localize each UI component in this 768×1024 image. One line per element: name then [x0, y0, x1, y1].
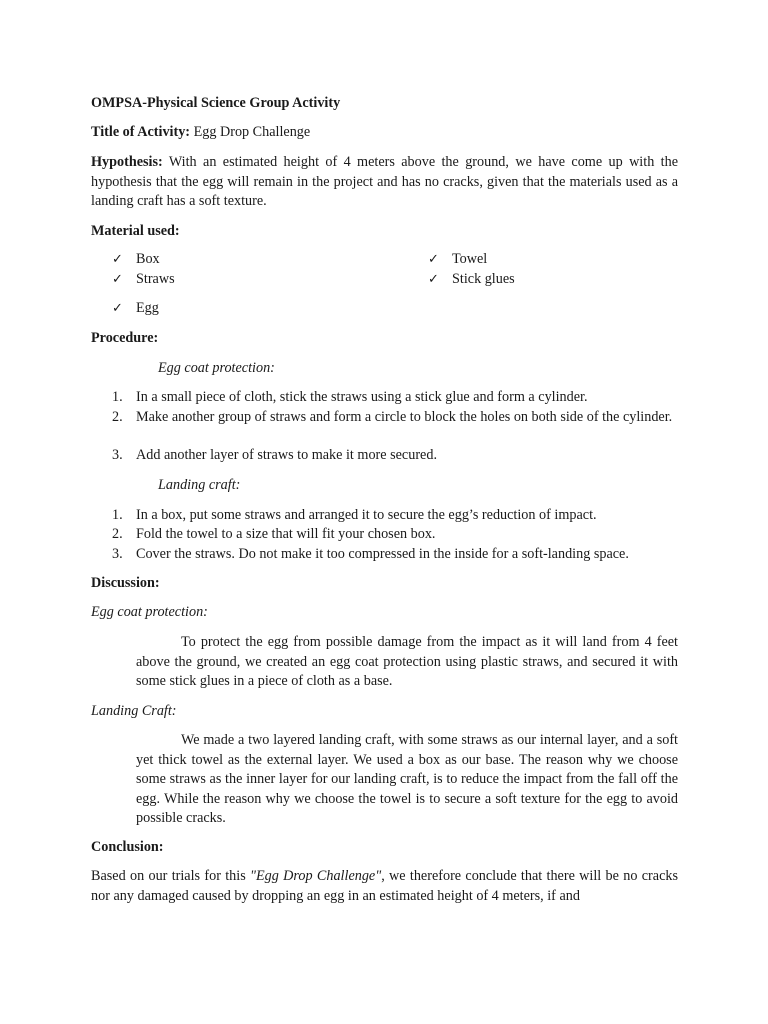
landing-craft-step: In a box, put some straws and arranged it to secure the egg’s reduction of impact. [136, 507, 597, 523]
landing-craft-subtitle: Landing craft: [158, 477, 241, 493]
checkmark-icon: ✓ [112, 301, 123, 316]
hypothesis-paragraph [91, 153, 678, 212]
step-number: 2. [112, 409, 123, 425]
checkmark-icon: ✓ [112, 252, 123, 267]
material-item: Egg [136, 300, 159, 316]
egg-coat-step: In a small piece of cloth, stick the straws using a stick glue and form a cylinder. [136, 389, 588, 405]
hypothesis-label: Hypothesis: [91, 154, 163, 170]
landing-craft-step: Cover the straws. Do not make it too compressed in the inside for a soft-landing space. [136, 546, 629, 562]
procedure-heading: Procedure: [91, 330, 159, 346]
discussion-heading: Discussion: [91, 575, 160, 591]
egg-coat-step: Add another layer of straws to make it more secured. [136, 447, 437, 463]
egg-coat-step: Make another group of straws and form a circle to block the holes on both side of the cylinder. [136, 409, 673, 425]
material-item: Box [136, 251, 160, 267]
step-number: 3. [112, 447, 123, 463]
document-heading: OMPSA-Physical Science Group Activity [91, 95, 341, 111]
discussion-landing-subtitle: Landing Craft: [91, 703, 177, 719]
discussion-egg-coat-subtitle: Egg coat protection: [91, 604, 208, 620]
checkmark-icon: ✓ [112, 272, 123, 287]
discussion-landing-paragraph: We made a two layered landing craft, with some straws as our internal layer, and a soft yet thick towel as the external layer. We used a box as our base. The reason why we choose some straws as the inner layer for our landing craft, is to reduce the impact from the fall off the egg. While the reason why we choose the towel is to secure a soft texture for the egg to avoid possible cracks. [136, 732, 678, 826]
checkmark-icon: ✓ [428, 252, 439, 267]
step-number: 2. [112, 526, 123, 542]
checkmark-icon: ✓ [428, 272, 439, 287]
step-number: 3. [112, 546, 123, 562]
materials-heading: Material used: [91, 223, 180, 239]
material-item: Towel [452, 251, 488, 267]
step-number: 1. [112, 389, 123, 405]
title-value: Egg Drop Challenge [190, 124, 311, 140]
title-label: Title of Activity: [91, 124, 191, 140]
conclusion-quote: "Egg Drop Challenge" [250, 868, 382, 884]
egg-coat-subtitle: Egg coat protection: [158, 360, 275, 376]
conclusion-heading: Conclusion: [91, 839, 164, 855]
discussion-egg-coat-paragraph: To protect the egg from possible damage from the impact as it will land from 4 feet above the ground, we created an egg coat protection using plastic straws, and secured it with some stick glues in a piece of cloth as a base. [136, 634, 678, 689]
material-item: Straws [136, 271, 175, 287]
conclusion-suffix: , we therefore conclude that there will be no cracks nor any damaged caused by dropping an egg in an estimated height of 4 meters, if and [91, 868, 678, 904]
step-number: 1. [112, 507, 123, 523]
activity-title [91, 123, 678, 143]
conclusion-paragraph [91, 867, 678, 906]
landing-craft-step: Fold the towel to a size that will fit your chosen box. [136, 526, 436, 542]
conclusion-prefix: Based on our trials for this [91, 868, 251, 884]
hypothesis-text: With an estimated height of 4 meters above the ground, we have come up with the hypothesis that the egg will remain in the project and has no cracks, given that the materials used as a landing craft has a soft texture. [91, 154, 678, 209]
material-item: Stick glues [452, 271, 515, 287]
